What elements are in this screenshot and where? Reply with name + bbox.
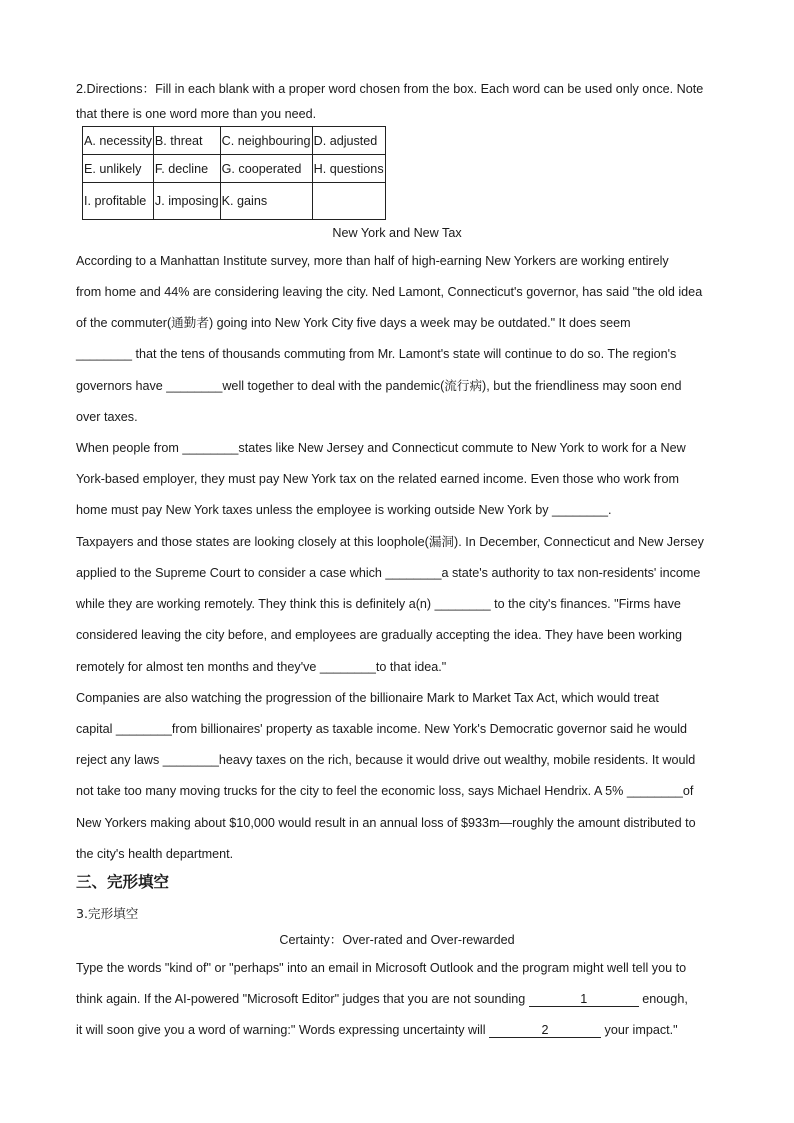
cloze-text: it will soon give you a word of warning:" Words expressing uncertainty will <box>76 1023 490 1037</box>
cloze-line <box>76 991 688 1007</box>
word-option: C. neighbouring <box>220 127 312 155</box>
passage-line: York-based employer, they must pay New York tax on the related earned income. Even those who work from <box>76 472 679 486</box>
cloze-line <box>76 1022 678 1038</box>
passage-line: not take too many moving trucks for the city to feel the economic loss, says Michael Hendrix. A 5% ________of <box>76 784 694 798</box>
word-option: E. unlikely <box>83 155 154 183</box>
passage-line: ________ that the tens of thousands commuting from Mr. Lamont's state will continue to do so. The region's <box>76 347 677 361</box>
word-option: K. gains <box>220 183 312 220</box>
cloze-blank-2: 2 <box>489 1023 601 1038</box>
passage-line: Companies are also watching the progression of the billionaire Mark to Market Tax Act, which would treat <box>76 691 659 705</box>
word-option: D. adjusted <box>312 127 385 155</box>
cloze-blank-1: 1 <box>529 992 639 1007</box>
word-option: F. decline <box>153 155 220 183</box>
cloze-passage-title: Certainty：Over-rated and Over-rewarded <box>279 933 515 947</box>
passage-line: applied to the Supreme Court to consider a case which ________a state's authority to tax non-residents' income <box>76 566 701 580</box>
cloze-line: Type the words "kind of" or "perhaps" into an email in Microsoft Outlook and the program might well tell you to <box>76 961 687 975</box>
question-label: 3.完形填空 <box>76 906 139 921</box>
word-option: B. threat <box>153 127 220 155</box>
passage-line: remotely for almost ten months and they've ________to that idea." <box>76 660 447 674</box>
section-heading: 三、完形填空 <box>76 873 170 891</box>
passage-line: New Yorkers making about $10,000 would result in an annual loss of $933m—roughly the amount distributed to <box>76 816 696 830</box>
word-option-empty <box>312 183 385 220</box>
word-box <box>82 126 386 220</box>
directions-line-2: that there is one word more than you need. <box>76 107 317 121</box>
word-option: G. cooperated <box>220 155 312 183</box>
passage-line: while they are working remotely. They think this is definitely a(n) ________ to the city's finances. "Firms have <box>76 597 681 611</box>
cloze-text: enough, <box>638 992 688 1006</box>
passage-line: from home and 44% are considering leaving the city. Ned Lamont, Connecticut's governor, has said "the old idea <box>76 285 703 299</box>
directions-line-1: 2.Directions：Fill in each blank with a proper word chosen from the box. Each word can be used only once. Note <box>76 82 704 96</box>
passage-line: capital ________from billionaires' property as taxable income. New York's Democratic governor said he would <box>76 722 688 736</box>
passage-line: the city's health department. <box>76 847 234 861</box>
passage-line: governors have ________well together to deal with the pandemic(流行病), but the friendliness may soon end <box>76 379 682 393</box>
passage-line: reject any laws ________heavy taxes on the rich, because it would drive out wealthy, mobile residents. It would <box>76 753 696 767</box>
passage-line: Taxpayers and those states are looking closely at this loophole(漏洞). In December, Connecticut and New Jersey <box>76 535 704 549</box>
word-option: A. necessity <box>83 127 154 155</box>
word-option: H. questions <box>312 155 385 183</box>
passage-line: home must pay New York taxes unless the employee is working outside New York by ________. <box>76 503 612 517</box>
passage-line: When people from ________states like New Jersey and Connecticut commute to New York to work for a New <box>76 441 686 455</box>
cloze-text: your impact." <box>601 1023 678 1037</box>
passage-title: New York and New Tax <box>332 226 462 240</box>
passage-line: According to a Manhattan Institute survey, more than half of high-earning New Yorkers are working entirely <box>76 254 669 268</box>
word-option: I. profitable <box>83 183 154 220</box>
word-option: J. imposing <box>153 183 220 220</box>
passage-line: of the commuter(通勤者) going into New York City five days a week may be outdated." It does seem <box>76 316 631 330</box>
passage-line: over taxes. <box>76 410 138 424</box>
cloze-text: think again. If the AI-powered "Microsoft Editor" judges that you are not sounding <box>76 992 529 1006</box>
passage-line: considered leaving the city before, and employees are gradually accepting the idea. They have been working <box>76 628 683 642</box>
